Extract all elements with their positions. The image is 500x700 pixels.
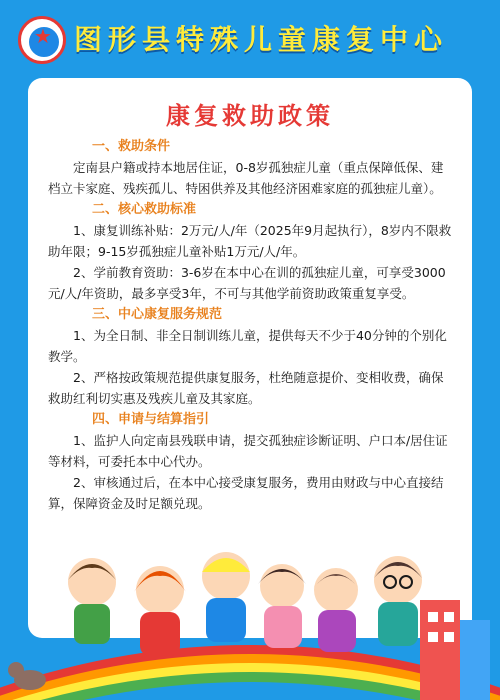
section-paragraph: 2、学前教育资助：3-6岁在本中心在训的孤独症儿童，可享受3000元/人/年资助，最多享受3年，不可与其他学前资助政策重复享受。 — [48, 265, 446, 301]
section-application — [48, 409, 452, 514]
policy-title: 康复救助政策 — [166, 102, 334, 130]
section-paragraph: 1、监护人向定南县残联申请，提交孤独症诊断证明、户口本/居住证等材料，可委托本中心代办。 — [48, 433, 448, 469]
rainbow-and-kids-art — [0, 540, 500, 700]
section-heading: 三、中心康复服务规范 — [92, 307, 223, 322]
section-service-rules — [48, 304, 452, 409]
section-conditions — [48, 136, 452, 199]
section-paragraph: 2、严格按政策规范提供康复服务，杜绝随意提价、变相收费，确保救助红利切实惠及残疾儿童及其家庭。 — [48, 370, 444, 406]
section-heading: 二、核心救助标准 — [92, 202, 197, 217]
section-paragraph: 1、康复训练补贴：2万元/人/年（2025年9月起执行），8岁内不限救助年限；9-15岁孤独症儿童补贴1万元/人/年。 — [48, 223, 452, 259]
policy-content — [48, 136, 452, 514]
star-icon: ★ — [34, 24, 52, 48]
section-paragraph: 定南县户籍或持本地居住证，0-8岁孤独症儿童（重点保障低保、建档立卡家庭、残疾孤儿、特困供养及其他经济困难家庭的孤独症儿童）。 — [48, 160, 444, 196]
section-paragraph: 1、为全日制、非全日制训练儿童，提供每天不少于40分钟的个别化教学。 — [48, 328, 447, 364]
center-logo — [18, 16, 66, 64]
kids-illustration — [0, 540, 500, 700]
section-paragraph: 2、审核通过后，在本中心接受康复服务，费用由财政与中心直接结算，保障资金及时足额兑现。 — [48, 475, 444, 511]
section-heading: 四、申请与结算指引 — [92, 412, 210, 427]
header — [0, 0, 500, 80]
section-heading: 一、救助条件 — [92, 139, 171, 154]
center-name: 图形县特殊儿童康复中心 — [74, 23, 449, 56]
section-standards — [48, 199, 452, 304]
